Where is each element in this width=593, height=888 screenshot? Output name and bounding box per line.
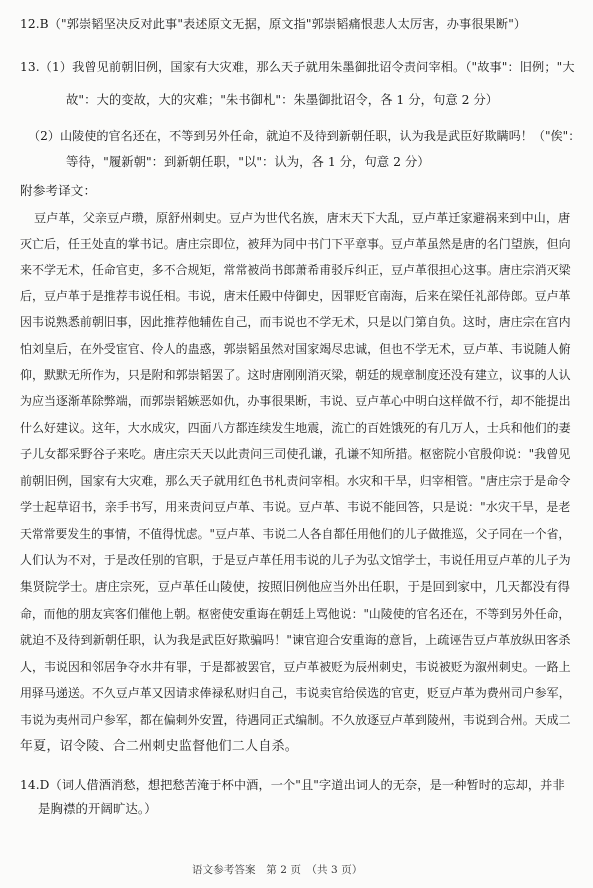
translation-line: 集贤院学士。唐庄宗死，豆卢革任山陵使，按照旧例他应当外出任职，于是回到家中，几天都没有得 <box>20 579 571 594</box>
translation-line: 仰，默默无所作为，只是附和郭崇韬罢了。这时唐刚刚消灭梁，朝廷的规章制度还没有建立，议事的人认 <box>20 368 571 382</box>
answer-13-part2-line2: 等待，"履新朝"：到新朝任职，"以"：认为，各 1 分，句意 2 分） <box>66 155 430 169</box>
translation-line: 为应当逐渐革除弊端，而郭崇韬嫉恶如仇，办事很果断，韦说、豆卢革心中明白这样做不行，却不能提出 <box>20 394 571 408</box>
translation-line: 人们认为不对，于是改任别的官职，于是豆卢革任用韦说的儿子为弘文馆学士，韦说任用豆卢革的儿子为 <box>20 553 571 567</box>
answer-14-line1: 14.D（词人借酒消愁，想把愁苦淹于杯中酒，一个"且"字道出词人的无奈，是一种暂时的忘却，并非 <box>20 778 565 792</box>
translation-line: 学士起草诏书，亲手书写，用来责问豆卢革、韦说。豆卢革、韦说不能回答，只是说："水灾干旱，是老 <box>20 500 571 514</box>
answer-13-part1-line2: 故"：大的变故，大的灾难；"朱书御札"：朱墨御批诏令，各 1 分，句意 2 分） <box>66 93 499 107</box>
translation-line: 人，韦说因和邻居争夺水井有罪，于是都被罢官，豆卢革被贬为辰州刺史，韦说被贬为溆州刺史。一路上 <box>20 660 571 674</box>
page-footer: 语文参考答案 第 2 页 （共 3 页） <box>192 864 363 876</box>
answer-13-part1-line1: 13.（1）我曾见前朝旧例，国家有大灾难，那么天子就用朱墨御批诏令责问宰相。（"故事"：旧例；"大 <box>20 60 575 74</box>
translation-line: 就迫不及待到新朝任职，认为我是武臣好欺骗吗！"谏官迎合安重诲的意旨，上疏诬告豆卢革放纵田客杀 <box>20 633 571 647</box>
translation-line: 子儿女都采野谷子来吃。唐庄宗天天以此责问三司使孔谦，孔谦不知所措。枢密院小官殷仰说："我曾见 <box>20 447 571 461</box>
translation-line: 来不学无术，任命官吏，多不合规矩，常常被尚书郎萧希甫驳斥纠正，豆卢革很担心这事。唐庄宗消灭梁 <box>20 263 571 277</box>
answer-12: 12.B（"郭崇韬坚决反对此事"表述原文无据，原文指"郭崇韬痛恨悲人太厉害，办事很果断"） <box>20 17 527 31</box>
translation-line: 怕刘皇后，在外受宦官、伶人的蛊惑，郭崇韬虽然对国家竭尽忠诚，但也不学无术，豆卢革、韦说随人俯 <box>20 342 571 356</box>
translation-line: 韦说为夷州司户参军，都在偏刺外安置，待遇同正式编制。不久放逐豆卢革到陵州，韦说到合州。天成二 <box>20 713 571 727</box>
translation-heading: 附参考译文： <box>20 183 97 198</box>
translation-line: 因韦说熟悉前朝旧事，因此推荐他辅佐自己，而韦说也不学无术，只是以门第自负。这时，唐庄宗在宫内 <box>20 315 571 329</box>
translation-line: 年夏，诏令陵、合二州刺史监督他们二人自杀。 <box>20 739 299 754</box>
translation-line: 豆卢革，父亲豆卢瓒，原舒州刺史。豆卢为世代名族，唐末天下大乱，豆卢革迁家避祸来到中山，唐 <box>34 211 571 225</box>
answer-13-part2-line1: （2）山陵使的官名还在，不等到另外任命，就迫不及待到新朝任职，认为我是武臣好欺瞒吗！（"俟"： <box>28 129 581 143</box>
translation-line: 天常常要发生的事情，不值得忧虑。"豆卢革、韦说二人各自都任用他们的儿子做推巡，父子同在一个省， <box>20 527 571 541</box>
translation-line: 灭亡后，任王处直的掌书记。唐庄宗即位，被拜为同中书门下平章事。豆卢革虽然是唐的名门望族，但向 <box>20 237 571 251</box>
translation-line: 后，豆卢革于是推荐韦说任相。韦说，唐末任殿中侍御史，因罪贬官南海，后来在梁任礼部侍郎。豆卢革 <box>20 289 571 303</box>
translation-line: 命，而他的朋友宾客们催他上朝。枢密使安重诲在朝廷上骂他说："山陵使的官名还在，不等到另外任命， <box>20 607 571 621</box>
answer-14-line2: 是胸襟的开阔旷达。） <box>38 801 157 816</box>
translation-line: 前朝旧例，国家有大灾难，那么天子就用红色书札责问宰相。水灾和干旱，归宰相管。"唐庄宗于是命令 <box>20 474 571 488</box>
translation-line: 用驿马递送。不久豆卢革又因请求俸禄私财归自己，韦说卖官给侯选的官吏，贬豆卢革为费州司户参军， <box>20 686 571 700</box>
translation-line: 什么好建议。这年，大水成灾，四面八方都连续发生地震，流亡的百姓饿死的有几万人，士兵和他们的妻 <box>20 421 571 435</box>
